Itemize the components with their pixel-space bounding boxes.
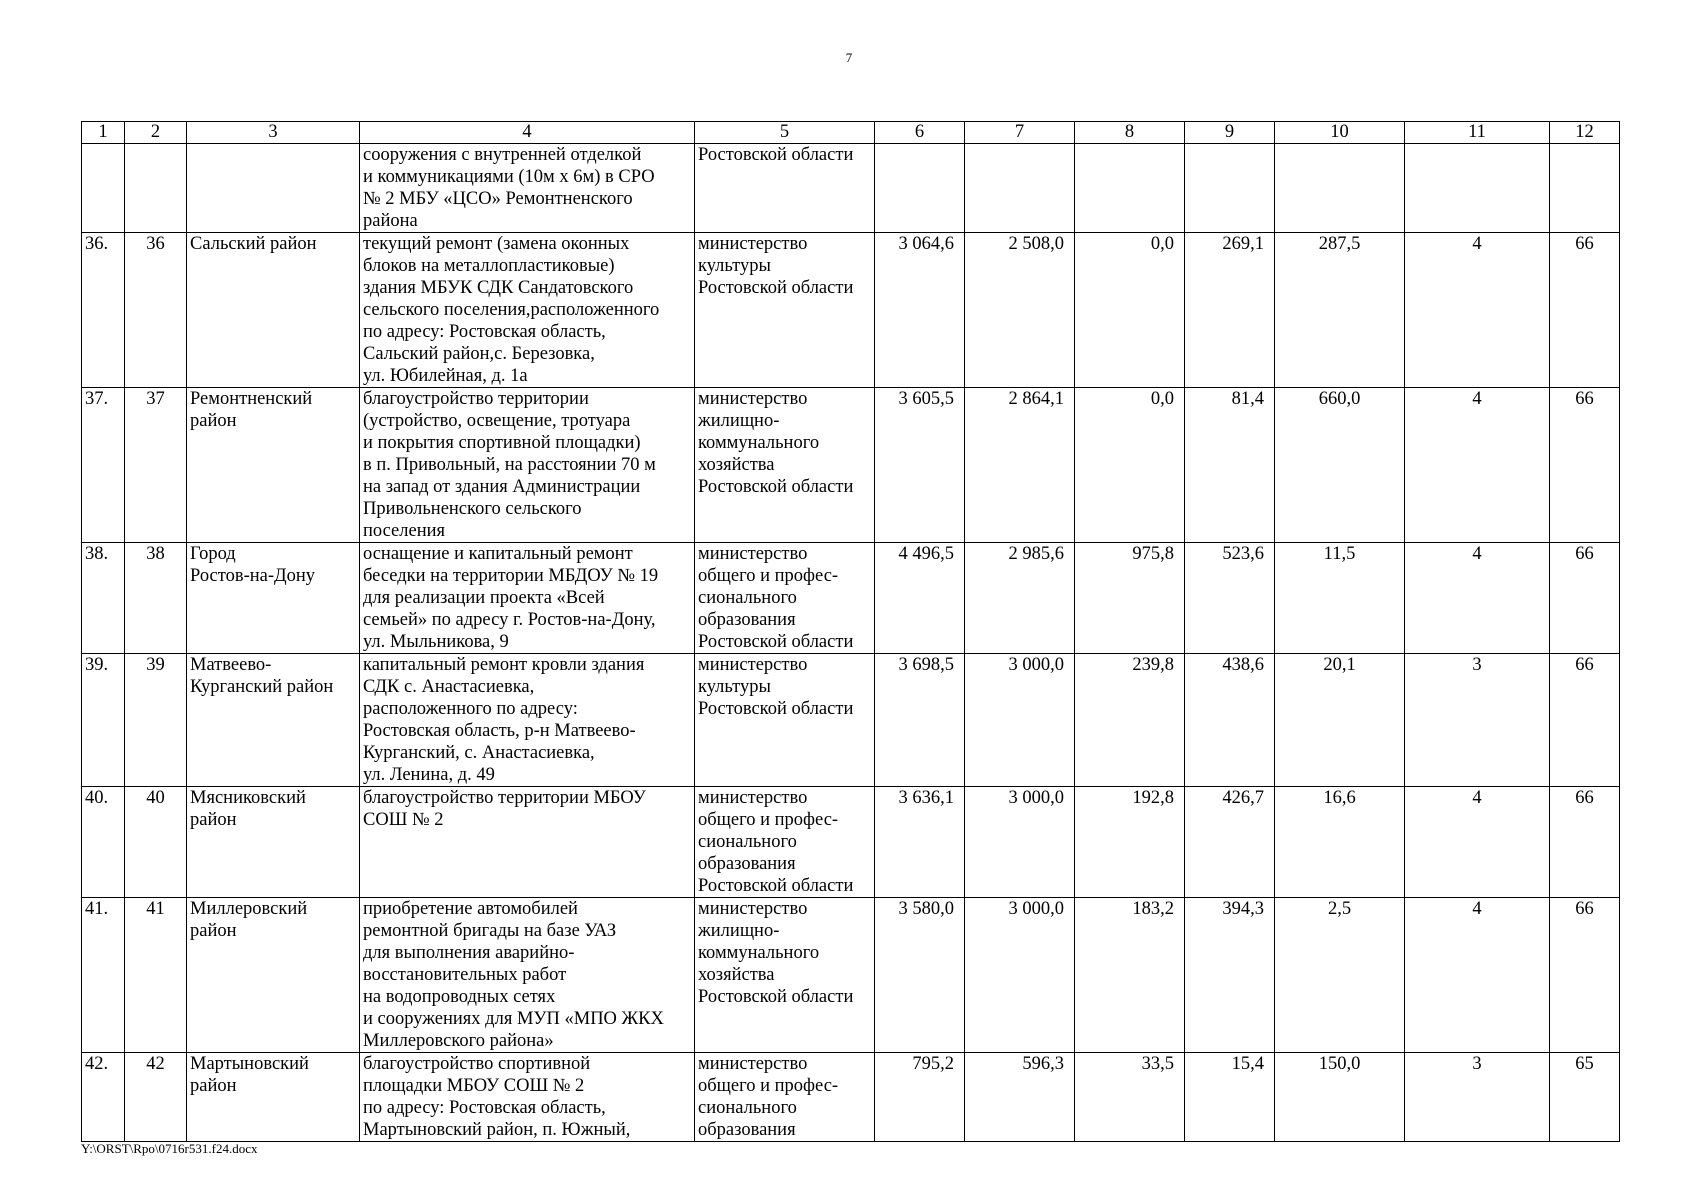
table-cell: 4 496,5 (875, 543, 965, 654)
header-row (82, 122, 1620, 144)
table-cell: 15,4 (1185, 1053, 1275, 1142)
table-cell: 66 (1550, 233, 1620, 388)
table-cell: 192,8 (1075, 787, 1185, 898)
table-cell: 66 (1550, 388, 1620, 543)
table-cell: министерство общего и профес- сионального образования (695, 1053, 875, 1142)
table-cell: капитальный ремонт кровли здания СДК с. Анастасиевка, расположенного по адресу: Ростовская область, р-н Матвеево- Курганский, с. Анастасиевка, ул. Ленина, д. 49 (360, 654, 695, 787)
table-cell: 40. (82, 787, 125, 898)
table-row (82, 144, 1620, 233)
table-cell: 16,6 (1275, 787, 1405, 898)
table-cell: 660,0 (1275, 388, 1405, 543)
table-cell: приобретение автомобилей ремонтной бригады на базе УАЗ для выполнения аварийно- восстановительных работ на водопроводных сетях и сооружениях для МУП «МПО ЖКХ Миллеровского района» (360, 898, 695, 1053)
table-cell (125, 144, 187, 233)
table-cell: 269,1 (1185, 233, 1275, 388)
table-cell: 38 (125, 543, 187, 654)
table-cell: Город Ростов-на-Дону (187, 543, 360, 654)
column-header: 12 (1550, 122, 1620, 144)
table-cell: 40 (125, 787, 187, 898)
table-cell: 11,5 (1275, 543, 1405, 654)
table-cell: Сальский район (187, 233, 360, 388)
table-cell: благоустройство территории (устройство, освещение, тротуара и покрытия спортивной площадки) в п. Привольный, на расстоянии 70 м на запад от здания Администрации Привольненского сельского поселения (360, 388, 695, 543)
table-cell: 20,1 (1275, 654, 1405, 787)
table-cell: 4 (1405, 233, 1550, 388)
table-cell: 3 000,0 (965, 654, 1075, 787)
column-header: 3 (187, 122, 360, 144)
table-cell: 66 (1550, 654, 1620, 787)
table-cell: министерство культуры Ростовской области (695, 654, 875, 787)
column-header: 8 (1075, 122, 1185, 144)
table-cell: 3 580,0 (875, 898, 965, 1053)
table-cell: 33,5 (1075, 1053, 1185, 1142)
table-row (82, 898, 1620, 1053)
table-cell (1550, 144, 1620, 233)
table-cell: 3 698,5 (875, 654, 965, 787)
table-cell: 287,5 (1275, 233, 1405, 388)
data-table (81, 121, 1620, 1142)
table-row (82, 233, 1620, 388)
table-cell: 66 (1550, 543, 1620, 654)
table-cell: Ростовской области (695, 144, 875, 233)
table-cell: текущий ремонт (замена оконных блоков на металлопластиковые) здания МБУК СДК Сандатовского сельского поселения,расположенного по адресу: Ростовская область, Сальский район,с. Березовка, ул. Юбилейная, д. 1а (360, 233, 695, 388)
table-cell: Мартыновский район (187, 1053, 360, 1142)
column-header: 6 (875, 122, 965, 144)
table-cell: 4 (1405, 543, 1550, 654)
table-cell: 2 864,1 (965, 388, 1075, 543)
table-cell: 66 (1550, 787, 1620, 898)
table-cell: 394,3 (1185, 898, 1275, 1053)
file-path-footer: Y:\ORST\Rpo\0716r531.f24.docx (81, 1141, 258, 1156)
table-cell: 150,0 (1275, 1053, 1405, 1142)
table-cell: 3 000,0 (965, 787, 1075, 898)
table-cell (875, 144, 965, 233)
table-cell: 39 (125, 654, 187, 787)
table-cell: благоустройство спортивной площадки МБОУ СОШ № 2 по адресу: Ростовская область, Мартыновский район, п. Южный, (360, 1053, 695, 1142)
table-cell: 81,4 (1185, 388, 1275, 543)
table-cell: министерство жилищно- коммунального хозяйства Ростовской области (695, 898, 875, 1053)
table-cell: 795,2 (875, 1053, 965, 1142)
column-header: 7 (965, 122, 1075, 144)
table-cell: 3 636,1 (875, 787, 965, 898)
table-cell (1185, 144, 1275, 233)
table-cell: министерство культуры Ростовской области (695, 233, 875, 388)
table-cell: 3 605,5 (875, 388, 965, 543)
table-cell: 39. (82, 654, 125, 787)
table-cell: 3 (1405, 1053, 1550, 1142)
table-row (82, 1053, 1620, 1142)
table-cell: 42. (82, 1053, 125, 1142)
column-header: 9 (1185, 122, 1275, 144)
column-header: 10 (1275, 122, 1405, 144)
table-cell: 4 (1405, 787, 1550, 898)
table-cell: 4 (1405, 898, 1550, 1053)
table-cell: Ремонтненский район (187, 388, 360, 543)
table-cell (187, 144, 360, 233)
table-row (82, 787, 1620, 898)
table-cell: 41. (82, 898, 125, 1053)
table-cell: министерство общего и профес- сионального образования Ростовской области (695, 787, 875, 898)
column-header: 4 (360, 122, 695, 144)
table-cell: 523,6 (1185, 543, 1275, 654)
column-header: 1 (82, 122, 125, 144)
table-body (82, 122, 1620, 1142)
table-cell: сооружения с внутренней отделкой и коммуникациями (10м х 6м) в СРО № 2 МБУ «ЦСО» Ремонтненского района (360, 144, 695, 233)
table-cell: 975,8 (1075, 543, 1185, 654)
table-cell (1405, 144, 1550, 233)
table-cell: 2 985,6 (965, 543, 1075, 654)
table-row (82, 543, 1620, 654)
table-cell: благоустройство территории МБОУ СОШ № 2 (360, 787, 695, 898)
column-header: 11 (1405, 122, 1550, 144)
table-cell: 3 000,0 (965, 898, 1075, 1053)
table-cell: 37. (82, 388, 125, 543)
table-row (82, 654, 1620, 787)
table-cell: 65 (1550, 1053, 1620, 1142)
table-cell (1275, 144, 1405, 233)
column-header: 5 (695, 122, 875, 144)
table-cell: Мясниковский район (187, 787, 360, 898)
table-cell: 66 (1550, 898, 1620, 1053)
table-cell: 3 064,6 (875, 233, 965, 388)
table-cell: 183,2 (1075, 898, 1185, 1053)
table-cell: Матвеево- Курганский район (187, 654, 360, 787)
table-cell: министерство жилищно- коммунального хозяйства Ростовской области (695, 388, 875, 543)
table-cell: министерство общего и профес- сионального образования Ростовской области (695, 543, 875, 654)
table-row (82, 388, 1620, 543)
table-cell (82, 144, 125, 233)
table-cell: 37 (125, 388, 187, 543)
table-cell: 596,3 (965, 1053, 1075, 1142)
table-cell: 426,7 (1185, 787, 1275, 898)
table-cell: 2 508,0 (965, 233, 1075, 388)
column-header: 2 (125, 122, 187, 144)
table-cell (965, 144, 1075, 233)
table-cell: 3 (1405, 654, 1550, 787)
table-cell: 0,0 (1075, 233, 1185, 388)
page-number: 7 (845, 50, 853, 65)
table-cell (1075, 144, 1185, 233)
table-cell: 2,5 (1275, 898, 1405, 1053)
table-cell: Миллеровский район (187, 898, 360, 1053)
table-cell: 4 (1405, 388, 1550, 543)
table-cell: 438,6 (1185, 654, 1275, 787)
table-cell: 36 (125, 233, 187, 388)
table-cell: 41 (125, 898, 187, 1053)
table-cell: 36. (82, 233, 125, 388)
table-cell: 38. (82, 543, 125, 654)
table-cell: 0,0 (1075, 388, 1185, 543)
table-cell: 239,8 (1075, 654, 1185, 787)
table-cell: 42 (125, 1053, 187, 1142)
table-cell: оснащение и капитальный ремонт беседки на территории МБДОУ № 19 для реализации проекта «Всей семьей» по адресу г. Ростов-на-Дону, ул. Мыльникова, 9 (360, 543, 695, 654)
